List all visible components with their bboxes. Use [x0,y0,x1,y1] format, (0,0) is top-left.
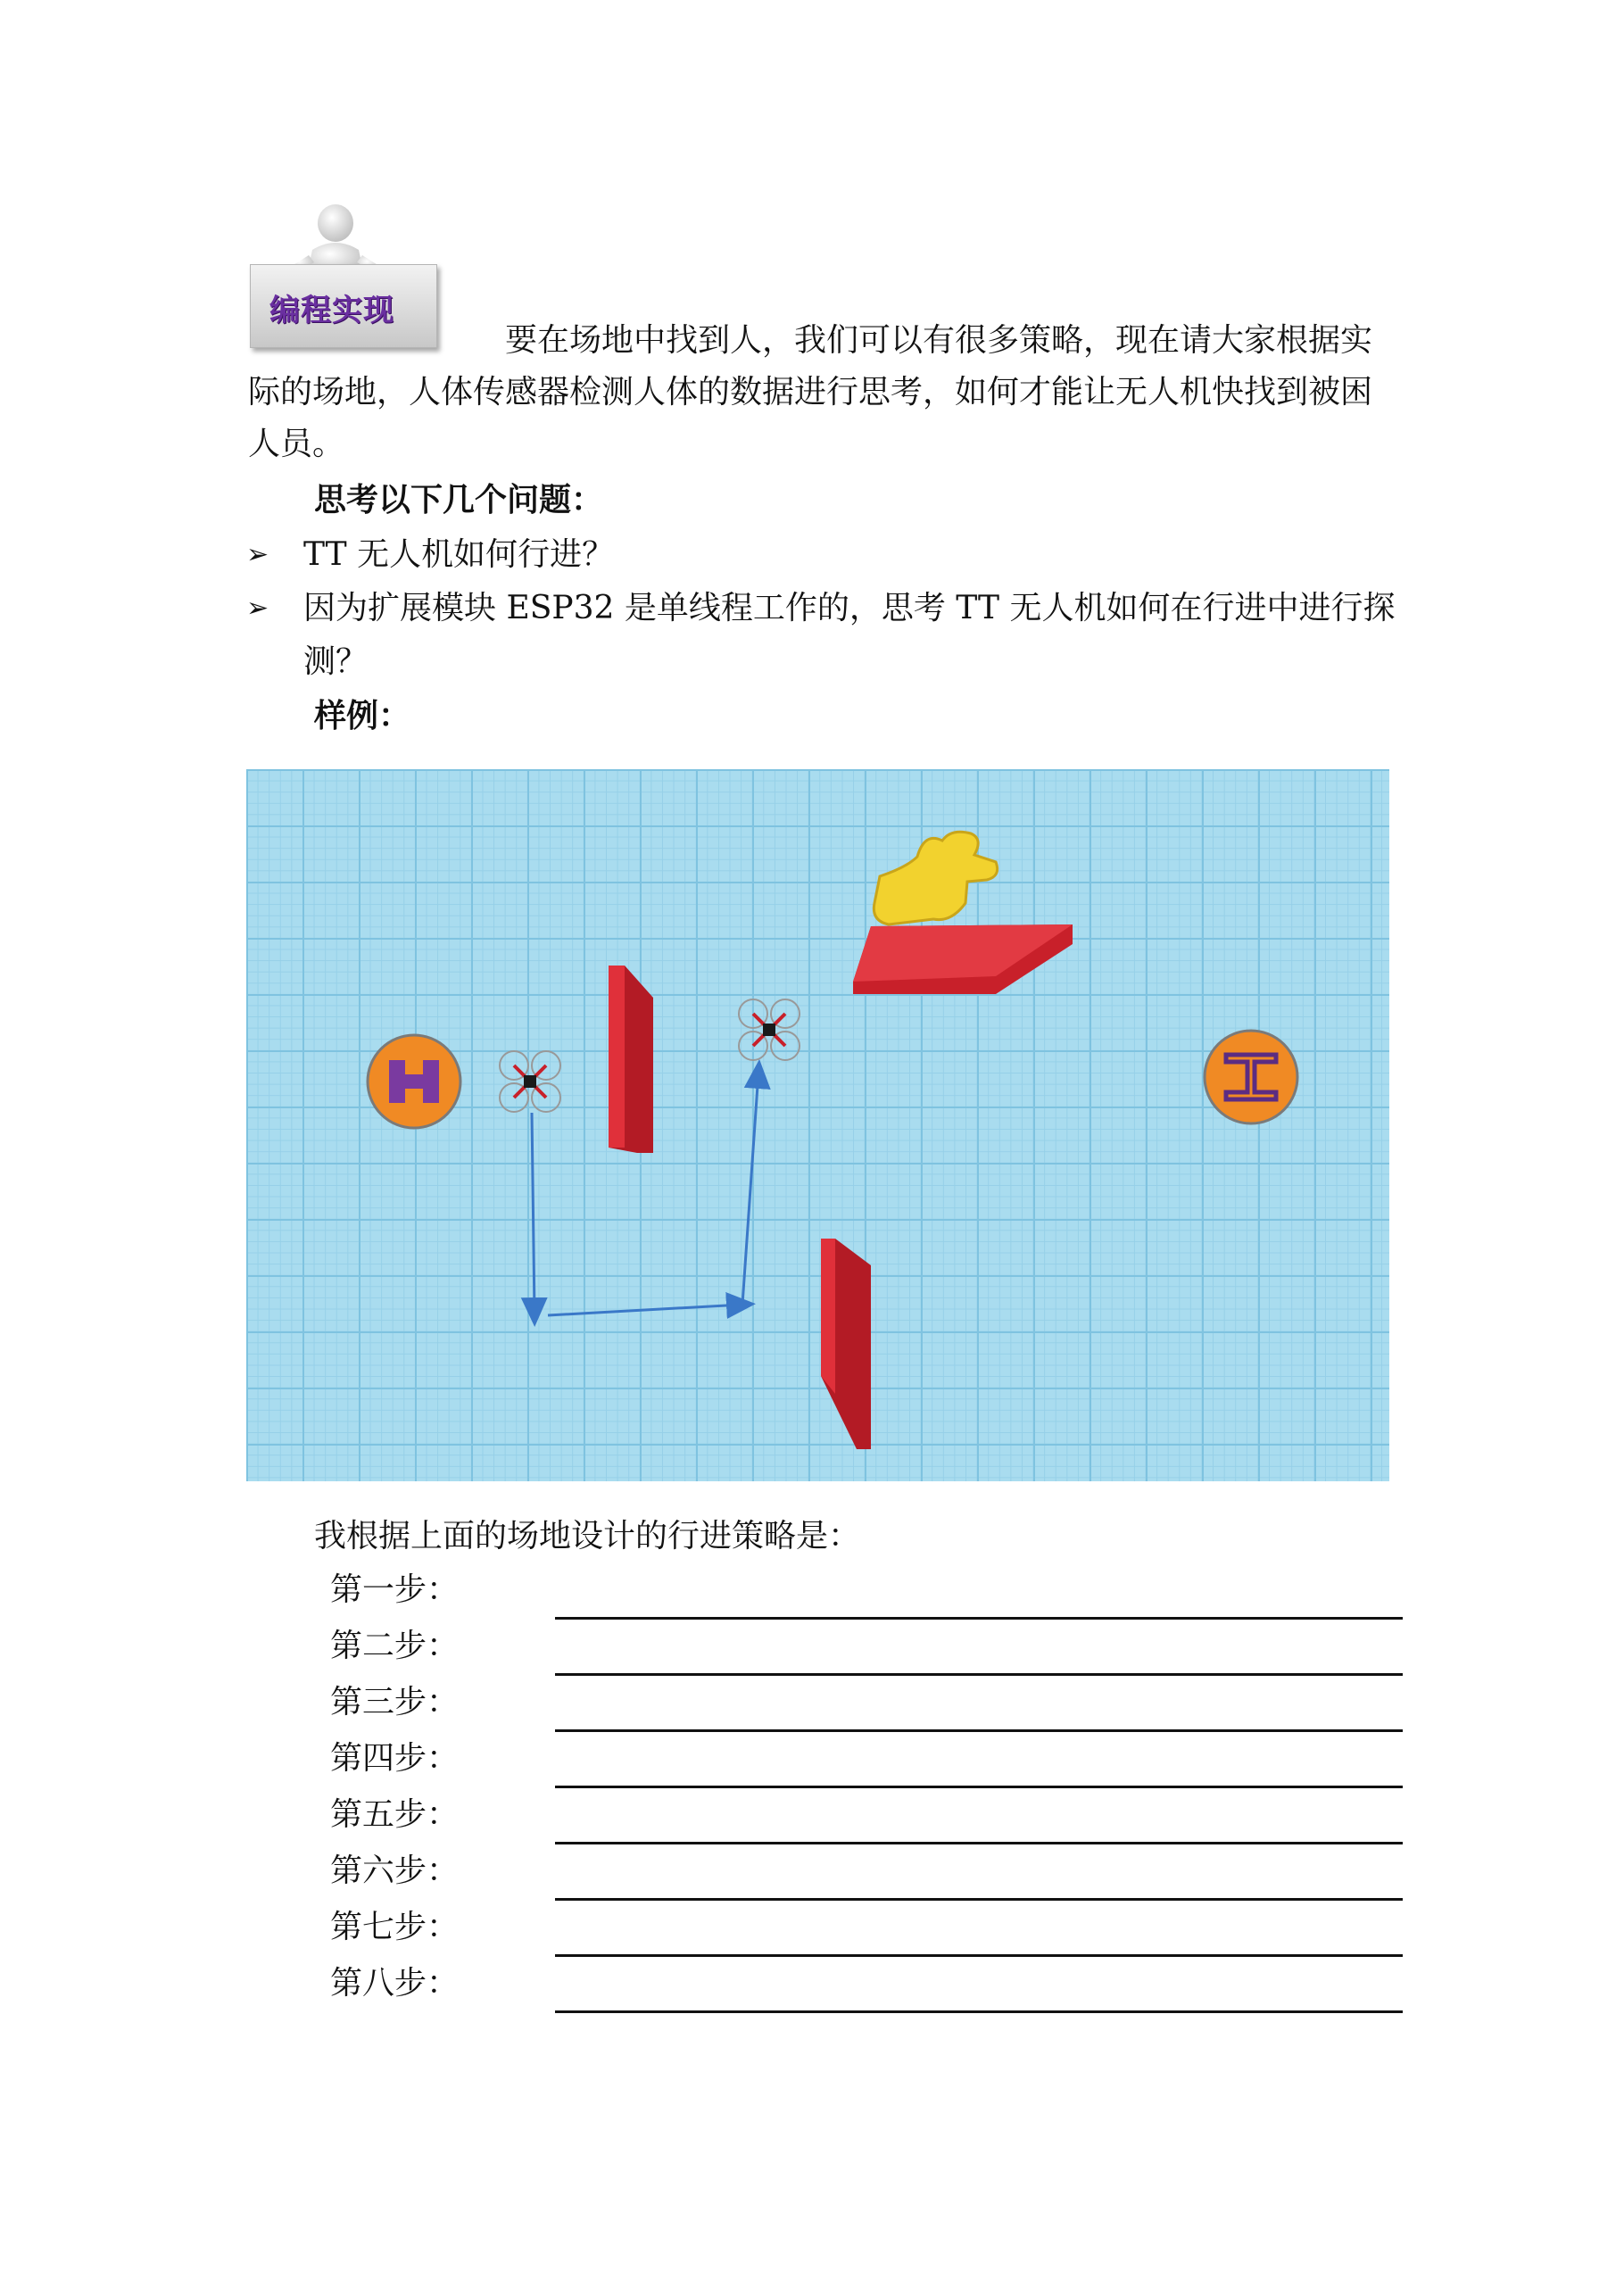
helipad-right-icon [1205,1031,1297,1123]
wall-obstacle-2 [821,1239,871,1449]
bullet-icon: ➢ [246,539,269,570]
strategy-prompt: 我根据上面的场地设计的行进策略是： [314,1518,861,1554]
step-label-2: 第二步： [330,1628,460,1664]
section-badge-label: 编程实现 [269,293,394,328]
wall-obstacle-1 [609,966,653,1153]
answer-line-7[interactable] [555,1954,1403,1957]
intro-line-2: 际的场地，人体传感器检测人体的数据进行思考，如何才能让无人机快找到被困 [248,374,1373,410]
platform-obstacle [853,924,1073,994]
question-2-cont: 测？ [303,643,369,680]
answer-line-5[interactable] [555,1842,1403,1844]
section-badge [250,203,437,355]
intro-line-3: 人员。 [248,426,345,462]
answer-line-3[interactable] [555,1729,1403,1732]
step-label-3: 第三步： [330,1684,460,1720]
answer-line-4[interactable] [555,1786,1403,1788]
example-heading: 样例： [314,697,411,734]
step-label-5: 第五步： [330,1796,460,1833]
step-label-8: 第八步： [330,1965,460,2002]
trapped-person-icon [874,832,997,924]
helipad-left-icon [368,1035,460,1128]
drone-icon [739,999,800,1060]
step-label-1: 第一步： [330,1571,460,1608]
answer-line-6[interactable] [555,1898,1403,1901]
bullet-icon: ➢ [246,593,269,624]
intro-line-1: 要在场地中找到人，我们可以有很多策略，现在请大家根据实 [505,322,1373,359]
question-1: TT 无人机如何行进？ [303,536,615,573]
drone-icon [500,1051,560,1112]
answer-line-8[interactable] [555,2010,1403,2013]
step-label-7: 第七步： [330,1909,460,1945]
question-2: 因为扩展模块 ESP32 是单线程工作的，思考 TT 无人机如何在行进中进行探 [303,590,1396,626]
think-heading: 思考以下几个问题： [314,481,604,518]
answer-line-2[interactable] [555,1673,1403,1676]
step-label-6: 第六步： [330,1853,460,1889]
example-field-illustration [246,769,1389,1481]
answer-line-1[interactable] [555,1617,1403,1620]
step-label-4: 第四步： [330,1740,460,1777]
